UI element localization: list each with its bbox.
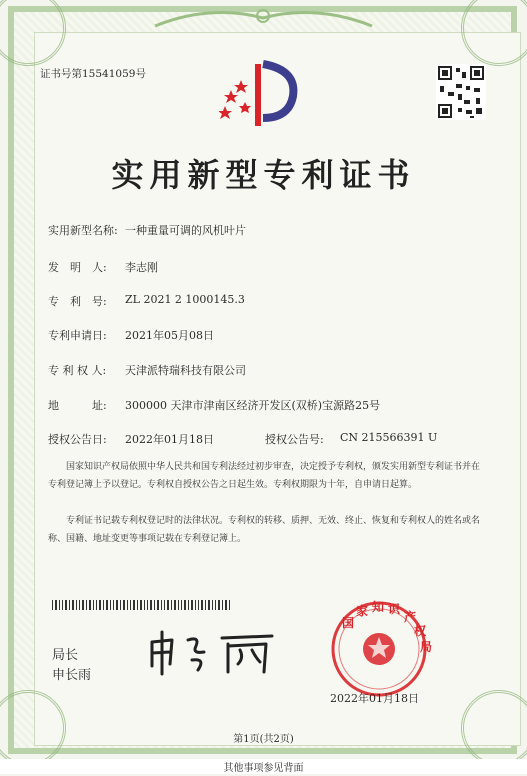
patent-office-logo-icon [219, 60, 301, 130]
patentee-value: 天津派特瑞科技有限公司 [125, 364, 246, 377]
grant-number-label: 授权公告号: [265, 433, 324, 446]
grant-number-value: CN 215566391 U [340, 431, 438, 444]
certificate-number: 证书号第15541059号 [40, 68, 146, 80]
grant-date-label: 授权公告日: [48, 433, 107, 446]
filing-date-label: 专利申请日: [48, 329, 107, 342]
address-value: 300000 天津市津南区经济开发区(双桥)宝源路25号 [125, 399, 381, 412]
qr-code-icon [436, 64, 486, 120]
patent-number-value: ZL 2021 2 1000145.3 [125, 293, 245, 306]
official-seal-icon [312, 597, 446, 700]
top-ornament-icon [150, 4, 377, 32]
certificate-title: 实用新型专利证书 [111, 156, 416, 194]
grant-date-value: 2022年01月18日 [125, 433, 214, 446]
filing-date-value: 2021年05月08日 [125, 329, 214, 342]
svg-text:产: 产 [404, 610, 417, 624]
corner-ornament-icon [461, 690, 527, 766]
svg-text:局: 局 [420, 640, 433, 654]
svg-text:识: 识 [388, 602, 401, 616]
name-label: 实用新型名称: [48, 224, 118, 237]
patent-number-label: 专 利 号: [48, 295, 107, 308]
director-title: 局长 [52, 648, 79, 663]
page-number: 第1页(共2页) [233, 734, 294, 745]
seal-date: 2022年01月18日 [330, 692, 419, 705]
svg-text:家: 家 [356, 604, 369, 618]
director-signature-icon [148, 628, 278, 678]
name-value: 一种重量可调的风机叶片 [125, 224, 246, 237]
patentee-label: 专 利 权 人: [48, 364, 107, 377]
svg-text:权: 权 [414, 624, 427, 638]
director-name: 申长雨 [52, 668, 92, 683]
legal-status-paragraph: 专利证书记载专利权登记时的法律状况。专利权的转移、质押、无效、终止、恢复和专利权人的姓名或名称、国籍、地址变更等事项记载在专利登记簿上。 [48, 516, 481, 544]
barcode-icon [52, 600, 230, 610]
svg-text:国: 国 [342, 616, 355, 630]
svg-text:知: 知 [372, 600, 385, 614]
inventor-value: 李志刚 [125, 261, 158, 274]
back-note: 其他事项参见背面 [0, 759, 527, 774]
address-label: 地 址: [48, 399, 107, 412]
grant-statement-paragraph: 国家知识产权局依照中华人民共和国专利法经过初步审查，决定授予专利权，颁发实用新型专利证书并在专利登记簿上予以登记。专利权自授权公告之日起生效。专利权期限为十年，自申请日起算。 [48, 462, 481, 490]
inventor-label: 发 明 人: [48, 261, 107, 274]
